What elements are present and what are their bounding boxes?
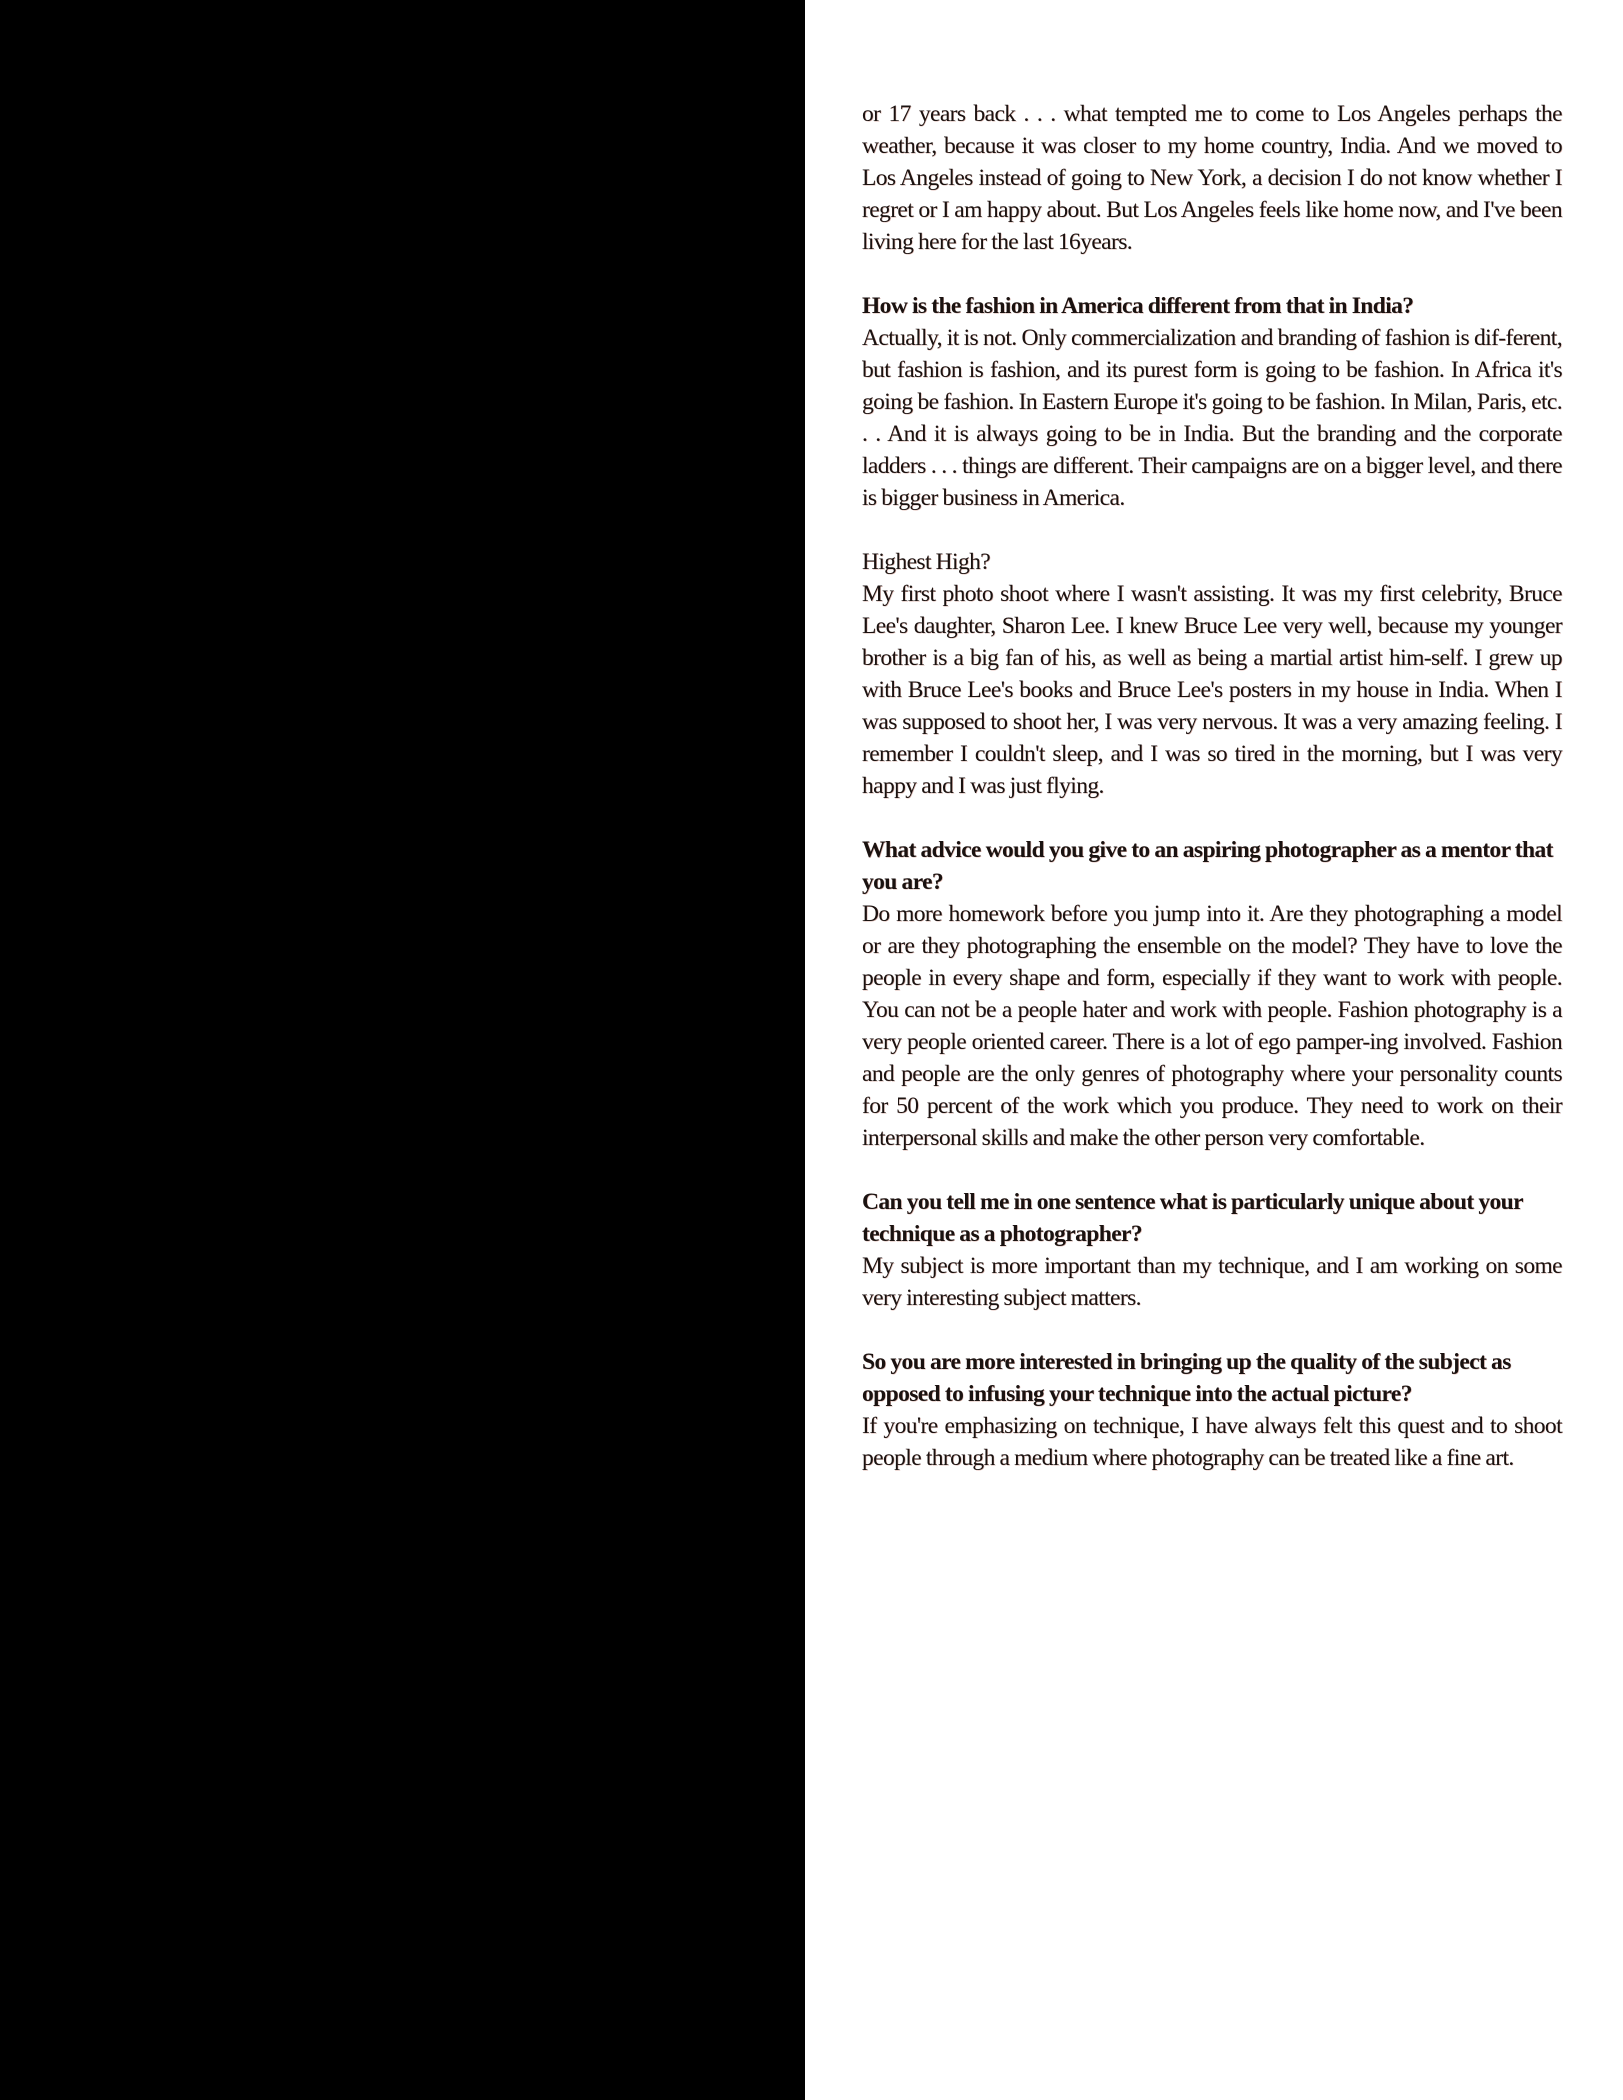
question-heading: What advice would you give to an aspiring photographer as a mentor that you are? xyxy=(862,837,1553,895)
answer-paragraph: If you're emphasizing on technique, I have always felt this quest and to shoot people through a medium where photography can be treated like a fine art. xyxy=(862,1413,1562,1471)
intro-paragraph-block xyxy=(862,98,1562,258)
answer-paragraph: Do more homework before you jump into it. Are they photographing a model or are they photographing the ensemble on the model? They have to love the people in every shape and form, especially if they want to work with people. You can not be a people hater and work with people. Fashion photography is a very people oriented career. There is a lot of ego pamper-ing involved. Fashion and people are the only genres of photography where your personality counts for 50 percent of the work which you produce. They need to work on their interpersonal skills and make the other person very comfortable. xyxy=(862,901,1562,1151)
qa-block-highest-high xyxy=(862,546,1562,802)
interview-text-column xyxy=(862,98,1562,1506)
question-heading: So you are more interested in bringing up the quality of the subject as opposed to infusing your technique into the actual picture? xyxy=(862,1349,1511,1407)
black-side-panel xyxy=(0,0,805,2100)
answer-paragraph: Actually, it is not. Only commercialization and branding of fashion is dif-ferent, but fashion is fashion, and its purest form is going to be fashion. In Africa it's going be fashion. In Eastern Europe it's going to be fashion. In Milan, Paris, etc. . . And it is always going to be in India. But the branding and the corporate ladders . . . things are different. Their campaigns are on a bigger level, and there is bigger business in America. xyxy=(862,325,1562,511)
qa-block-subject-quality xyxy=(862,1346,1562,1474)
question-heading: How is the fashion in America different from that in India? xyxy=(862,293,1414,319)
question-heading: Can you tell me in one sentence what is particularly unique about your technique as a photographer? xyxy=(862,1189,1523,1247)
qa-block-fashion-difference xyxy=(862,290,1562,514)
qa-block-technique xyxy=(862,1186,1562,1314)
intro-paragraph: or 17 years back . . . what tempted me to come to Los Angeles perhaps the weather, because it was closer to my home country, India. And we moved to Los Angeles instead of going to New York, a decision I do not know whether I regret or I am happy about. But Los Angeles feels like home now, and I've been living here for the last 16years. xyxy=(862,101,1562,255)
answer-paragraph: My first photo shoot where I wasn't assisting. It was my first celebrity, Bruce Lee's daughter, Sharon Lee. I knew Bruce Lee very well, because my younger brother is a big fan of his, as well as being a martial artist him-self. I grew up with Bruce Lee's books and Bruce Lee's posters in my house in India. When I was supposed to shoot her, I was very nervous. It was a very amazing feeling. I remember I couldn't sleep, and I was so tired in the morning, but I was very happy and I was just flying. xyxy=(862,581,1562,799)
question-heading: Highest High? xyxy=(862,549,991,575)
qa-block-advice xyxy=(862,834,1562,1154)
answer-paragraph: My subject is more important than my technique, and I am working on some very interesting subject matters. xyxy=(862,1253,1562,1311)
